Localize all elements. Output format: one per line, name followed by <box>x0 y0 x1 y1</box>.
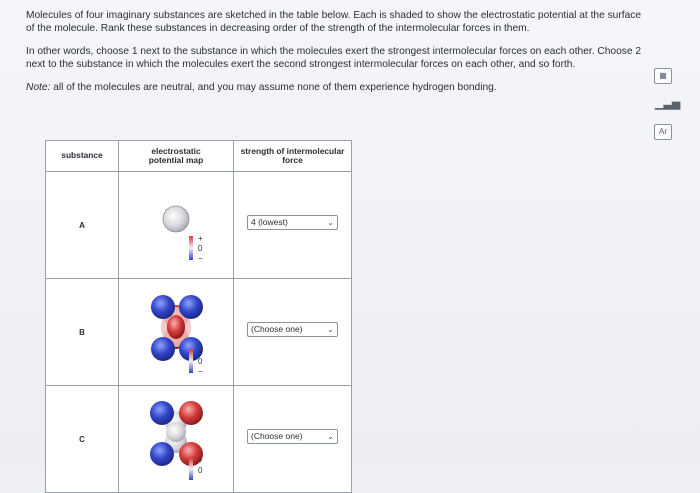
atom-top-right <box>179 295 203 319</box>
potential-map-c <box>119 386 234 493</box>
intro-paragraph-2: In other words, choose 1 next to the substance in which the molecules exert the strongest intermolecular forces on each other. Choose 2 next to the substance in which the molecules exert the second strongest intermolecular forces on each other, and so forth. <box>26 46 641 70</box>
potential-map-b <box>119 279 234 386</box>
table-row <box>46 386 352 493</box>
table-row <box>46 279 352 386</box>
periodic-table-icon[interactable]: Ar <box>654 124 672 140</box>
header-substance: substance <box>46 141 119 172</box>
strength-select-b[interactable] <box>247 322 338 337</box>
header-map <box>119 141 234 172</box>
row-label-b: B <box>46 279 119 386</box>
molecule-c-graphic <box>119 386 233 492</box>
scale-zero-c: 0 <box>198 466 203 475</box>
intro-paragraph-1: Molecules of four imaginary substances are sketched in the table below. Each is shaded to show the electrostatic potential at the surface of the molecule. Rank these substances in decreasing order of the strength of the intermolecular forces in them. <box>26 10 641 34</box>
strength-cell-b <box>234 279 352 386</box>
molecule-b-graphic <box>119 279 233 385</box>
atom-top-right <box>179 401 203 425</box>
chevron-down-icon: ⌄ <box>327 325 334 334</box>
tool-rail <box>652 68 681 153</box>
question-text <box>26 10 646 95</box>
potential-map-a <box>119 172 234 279</box>
scale-minus-a: − <box>198 254 203 263</box>
chevron-down-icon: ⌄ <box>327 218 334 227</box>
atom-bottom-left <box>150 442 174 466</box>
header-map-label: electrostatic potential map <box>148 145 204 165</box>
bar-chart-icon[interactable]: ▁▃▅ <box>655 98 681 110</box>
potential-scale-bar <box>189 236 193 260</box>
potential-scale-bar <box>189 458 193 480</box>
scale-plus-c: + <box>198 456 203 465</box>
scale-plus-b: + <box>198 347 203 356</box>
atom-bottom-left <box>151 337 175 361</box>
atom-top-left <box>150 401 174 425</box>
strength-cell-a <box>234 172 352 279</box>
molecule-a-graphic <box>119 172 233 278</box>
atom-neutral <box>163 206 189 232</box>
atom-top-left <box>151 295 175 319</box>
substance-table <box>45 140 352 493</box>
strength-select-a-value: 4 (lowest) <box>251 217 288 227</box>
table-header-row <box>46 141 352 172</box>
strength-select-b-value: (Choose one) <box>251 324 303 334</box>
strength-select-c-value: (Choose one) <box>251 431 303 441</box>
scale-plus-a: + <box>198 234 203 243</box>
note-label: Note: <box>26 82 51 94</box>
strength-select-c[interactable] <box>247 429 338 444</box>
chevron-down-icon: ⌄ <box>327 432 334 441</box>
row-label-c: C <box>46 386 119 493</box>
strength-cell-c <box>234 386 352 493</box>
note-text: all of the molecules are neutral, and you may assume none of them experience hydrogen bonding. <box>50 82 497 94</box>
header-strength <box>234 141 352 172</box>
strength-select-a[interactable] <box>247 215 338 230</box>
potential-scale-bar <box>189 349 193 373</box>
row-label-a: A <box>46 172 119 279</box>
scale-zero-b: 0 <box>198 357 203 366</box>
scale-zero-a: 0 <box>198 244 203 253</box>
note <box>26 82 646 95</box>
calculator-icon[interactable]: ▦ <box>654 68 672 84</box>
scale-minus-b: − <box>198 367 203 376</box>
table-row <box>46 172 352 279</box>
header-strength-label: strength of intermolecular force <box>240 145 345 165</box>
